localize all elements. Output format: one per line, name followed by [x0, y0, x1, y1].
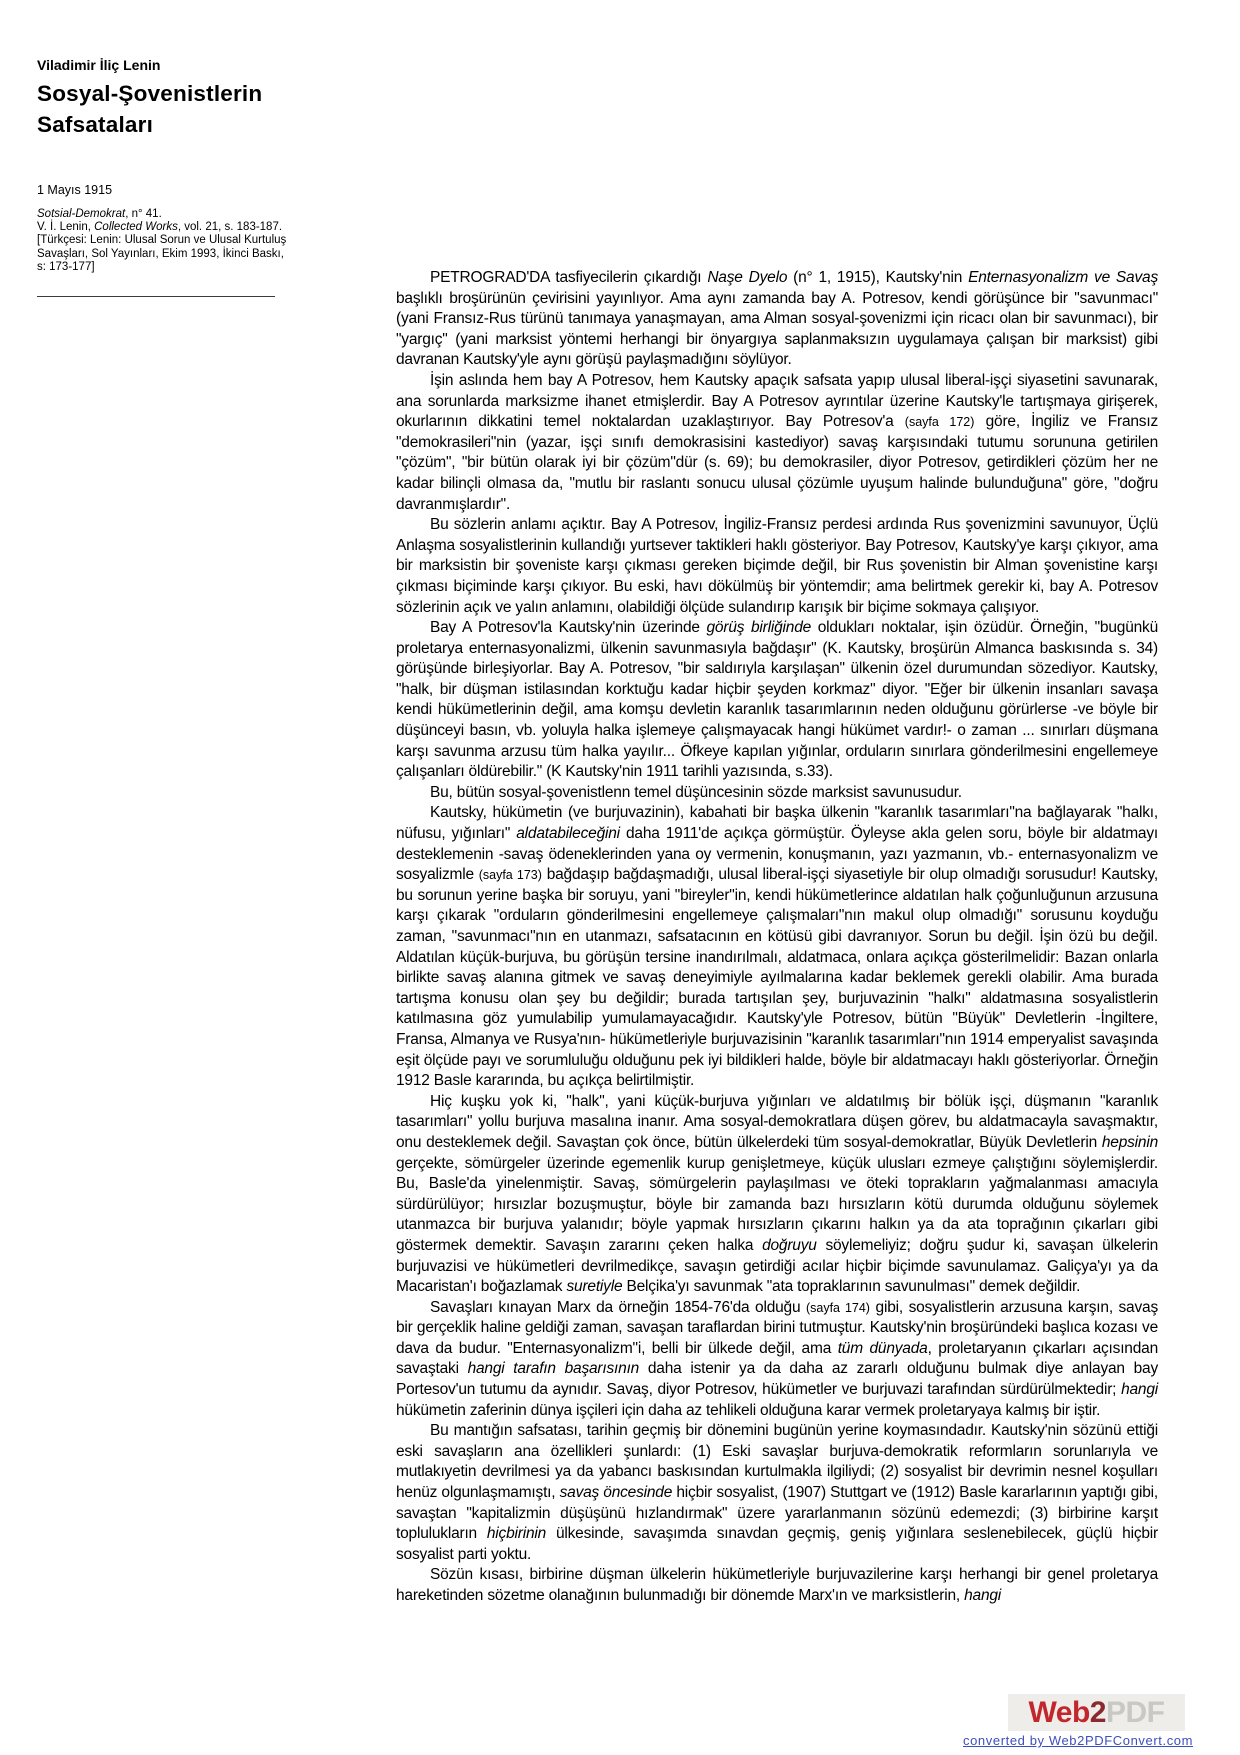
- citation-line: [Türkçesi: Lenin: Ulusal Sorun ve Ulusal Kurtuluş Savaşları, Sol Yayınları, Ekim 1993, İkinci Baskı, s: 173-177]: [37, 234, 287, 273]
- page-title: Sosyal-Şovenistlerin Safsataları: [37, 81, 263, 137]
- italic-text: hangi: [1121, 1381, 1158, 1399]
- italic-text: hangi tarafın başarısının: [467, 1360, 640, 1378]
- divider-line: [37, 296, 275, 297]
- italic-text: tüm dünyada: [837, 1339, 928, 1357]
- web2pdf-logo[interactable]: [1008, 1694, 1185, 1731]
- body-paragraph: İşin aslında hem bay A Potresov, hem Kautsky apaçık safsata yapıp ulusal liberal-işçi siyasetini savunarak, ana sorunlarda marksizme ihanet etmişlerdir. Bay A Potresov ayrıntılar üzerine Kautsky'le tartışmaya girişerek, okurlarının dikkatini temel noktalardan uzaklaştırıyor. Bay Potresov'a (sayfa 172) göre, İngiliz ve Fransız "demokrasileri"nin (yazar, işçi sınıfı demokrasisini kastediyor) savaş karşısındaki tutumu sorununa getirilen "çözüm", "bir bütün olarak iyi bir çözüm"dür (s. 69); bu demokrasiler, diyor Potresov, getirdikleri çözüm her ne kadar bilinçli olmasa da, "mutlu bir raslantı sonucu ulusal çözümle uyuşum halinde bulunduğuna" göre, "doğru davranmışlardır".: [396, 371, 1159, 513]
- italic-text: doğruyu: [762, 1236, 817, 1254]
- web2pdf-convert-link[interactable]: converted by Web2PDFConvert.com: [963, 1733, 1194, 1748]
- logo-text-2: 2: [1089, 1695, 1106, 1729]
- italic-text: hiçbirinin: [486, 1525, 547, 1543]
- italic-text: görüş birliğinde: [706, 619, 812, 637]
- source-citation: [37, 208, 289, 274]
- body-paragraph: PETROGRAD'DA tasfiyecilerin çıkardığı Naşe Dyelo (n° 1, 1915), Kautsky'nin Enternasyonalizm ve Savaş başlıklı broşürünün çevirisini yayınlıyor. Ama aynı zamanda bay A. Potresov, kendi görüşünce bir "savunmacı" (yani Fransız-Rus türünü tanımaya yanaşmayan, ama Alman sosyal-şovenizmi için ricacı olan bir savunmacı), bir "yargıç" (yani marksist yöntemi herhangi bir önyargıya saplanmaksızın uygulamaya çalışan bir marksist) gibi davranan Kautsky'yle aynı görüşü paylaşmadığını söylüyor.: [396, 269, 1159, 369]
- publication-date: 1 Mayıs 1915: [37, 183, 113, 197]
- body-paragraph: Sözün kısası, birbirine düşman ülkelerin hükümetleriyle burjuvazilerine karşı herhangi bir genel proletarya hareketinden sözetme olanağının bulunmadığı bir dönemde Marx'ın ve marksistlerin, hangi: [396, 1566, 1158, 1604]
- body-paragraph: Bu sözlerin anlamı açıktır. Bay A Potresov, İngiliz-Fransız perdesi ardında Rus şovenizmini savunuyor, Üçlü Anlaşma sosyalistlerinin kullandığı yurtsever taktikleri haklı gösteriyor. Bay Potresov, Kautsky'ye karşı çıkıyor, ama bir marksistin bir şoveniste karşı çıkması gereken biçimde değil, bir Rus şovenistin bir Alman şovenistine karşı çıkması biçiminde karşı çıkıyor. Bu eski, havı dökülmüş bir yöntemdir; ama belirtmek gerekir ki, bay A. Potresov sözlerinin açık ve yalın anlamını, olabildiği ölçüde sulandırıp karışık bir biçime sokmaya çalışıyor.: [396, 516, 1158, 616]
- italic-text: Sotsial-Demokrat: [37, 208, 126, 220]
- italic-text: aldatabileceğini: [516, 825, 620, 843]
- author-name: Viladimir İliç Lenin: [37, 57, 161, 73]
- italic-text: Collected Works: [94, 221, 178, 234]
- italic-text: hepsinin: [1101, 1133, 1158, 1151]
- logo-text-web: Web: [1028, 1695, 1090, 1729]
- italic-text: suretiyle: [566, 1278, 623, 1296]
- italic-text: hangi: [964, 1587, 1002, 1604]
- italic-text: savaş öncesinde: [559, 1484, 673, 1502]
- logo-text-pdf: PDF: [1105, 1695, 1165, 1729]
- body-paragraph: Kautsky, hükümetin (ve burjuvazinin), kabahati bir başka ülkenin "karanlık tasarımları"na bağlayarak "halkı, nüfusu, yığınları" aldatabileceğini daha 1911'de açıkça görmüştür. Öyleyse akla gelen soru, böyle bir aldatmayı desteklemenin -savaş ödeneklerinden yana oy vermenin, konuşmanın, yazı yazmanın, vb.- enternasyonalizm ve sosyalizmle (sayfa 173) bağdaşıp bağdaşmadığı, ulusal liberal-işçi siyasetiyle bir olup olmadığı sorusudur! Kautsky, bu sorunun yerine başka bir soruyu, yani "bireyler"in, kendi hükümetlerince aldatılan halk çoğunluğunun arzusuna karşı çıkarak "orduların gönderilmesini engellemeye çalışmaları"nın makul olup olmadığı" sorusunu koyduğu zaman, "savunmacı"nın en utanmazı, safsatacının en kötüsü gibi davranıyor. Sorun bu değil. İşin özü bu değil. Aldatılan küçük-burjuva, bu görüşün tersine inandırılmalı, aldatmaca, onlara açıkça gösterilmelidir: Bazan onlarla birlikte savaş alanına gitmek ve savaş deneyimiyle ayılmalarına kadar beklemek gerekli olabilir. Ama burada tartışma konusu olan şey bu değildir; burada tartışılan şey, burjuvazinin "halkı" aldatmasına sosyalistlerin katılmasına göz yumulabilip yumulamayacağıdır. Kautsky'yle Potresov, bütün "Büyük" Devletlerin -İngiltere, Fransa, Almanya ve Rusya'nın- hükümetleriyle burjuvazisinin "karanlık tasarımları"nın 1914 emperyalist savaşında eşit ölçüde payı ve sorumluluğu olduğunu pek iyi bildikleri halde, böyle bir aldatmacayı haklı gösteriyorlar. Örneğin 1912 Basle kararında, bu açıkça belirtilmiştir.: [396, 804, 1159, 1090]
- body-paragraph: Bu, bütün sosyal-şovenistlenn temel düşüncesinin sözde marksist savunusudur.: [430, 783, 962, 801]
- citation-line: Sotsial-Demokrat, n° 41.: [37, 208, 162, 220]
- small-text: (sayfa 172): [904, 415, 975, 430]
- small-text: (sayfa 173): [478, 868, 542, 883]
- small-text: (sayfa 174): [805, 1300, 870, 1315]
- body-paragraph: Savaşları kınayan Marx da örneğin 1854-76'da olduğu (sayfa 174) gibi, sosyalistlerin arzusuna karşın, savaş bir gerçeklik haline geldiği zaman, savaşan taraflardan birini tutmuştur. Kautsky'nin broşüründeki başlıca kozası ve dava da budur. "Enternasyonalizm"i, belli bir ülkede değil, ama tüm dünyada, proletaryanın çıkarları açısından savaştaki hangi tarafın başarısının daha istenir ya da daha az zararlı olduğunu bulmak diye anlayan bay Portesov'un tutumu da aynıdır. Savaş, diyor Potresov, hükümetler ve burjuvazi tarafından sürdürülmektedir; hangi hükümetin zaferinin dünya işçileri için daha az tehlikeli olduğuna karar vermek proletaryaya kalmış bir iştir.: [396, 1298, 1158, 1419]
- article-body: [396, 268, 1158, 1607]
- body-paragraph: Bay A Potresov'la Kautsky'nin üzerinde görüş birliğinde oldukları noktalar, işin özüdür. Örneğin, "bugünkü proletarya enternasyonalizmi, ülkenin savunmasıyla bağdaşır" (K. Kautsky, broşürün Almanca baskısında s. 34) görüşünde birleşiyorlar. Bay A. Potresov, "bir saldırıyla karşılaşan" ülkenin özel durumundan sözediyor. Kautsky, "halk, bir düşman istilasından korktuğu kadar hiçbir şeyden korkmaz" diyor. "Eğer bir ülkenin insanları savaşa kendi hükümetlerinin değil, ama komşu devletin karanlık tasarımlarının neden olduğunu görürlerse -ve böyle bir düşünceyi basın, vb. yoluyla halka işlemeye çalışmayacak hangi hükümet vardır!- o zaman ... sınırları düşmana karşı savunma arzusu tüm halka yayılır... Öfkeye kapılan yığınlar, orduların sınırlara gönderilmesini engellemeye çalışanları öldürebilir." (K Kautsky'nin 1911 tarihli yazısında, s.33).: [396, 619, 1159, 781]
- body-paragraph: Bu mantığın safsatası, tarihin geçmiş bir dönemini bugünün yerine koymasındadır. Kautsky'nin sözünü ettiği eski savaşların ana özellikleri şunlardı: (1) Eski savaşlar burjuva-demokratik reformların sorunlarıyla ve mutlakıyetin devrilmesi ya da yabancı baskısından kurtulmakla ilgiliydi; (2) sosyalist bir devrimin nesnel koşulları henüz olgunlaşmamıştı, savaş öncesinde hiçbir sosyalist, (1907) Stuttgart ve (1912) Basle kararlarının yaptığı gibi, savaştan "kapitalizmin düşüşünü hızlandırmak" üzere yararlanmanın sözünü edemezdi; (3) birbirine karşıt toplulukların hiçbirinin ülkesinde, savaşımda sınavdan geçmiş, geniş yığınlara seslenebilecek, güçlü hiçbir sosyalist parti yoktu.: [396, 1422, 1158, 1563]
- italic-text: Enternasyonalizm ve Savaş: [968, 269, 1159, 286]
- body-paragraph: Hiç kuşku yok ki, "halk", yani küçük-burjuva yığınları ve aldatılmış bir bölük işçi, düşmanın "karanlık tasarımları" yollu burjuva masalına inanır. Ama sosyal-demokratlara düşen görev, bu aldatmacayla savaşmaktır, onu desteklemek değil. Savaştan çok önce, bütün ülkelerdeki tüm sosyal-demokratlar, Büyük Devletlerin hepsinin gerçekte, sömürgeler üzerinde egemenlik kurup genişletmeye, küçük ulusları ezmeye çalıştığını söylemişlerdir. Bu, Basle'da yinelenmiştir. Savaş, sömürgelerin paylaşılması ve öteki toprakların yağmalanması amacıyla sürdürülüyor; hırsızlar bozuşmuştur, böyle bir zamanda bazı hırsızların kötü durumda olduğunu söylemek utanmazca bir burjuva yalanıdır; böyle yapmak hırsızların çıkarını halkın ya da ata toprağının çıkarları gibi göstermek demektir. Savaşın zararını çeken halka doğruyu söylemeliyiz; doğru şudur ki, savaşan ülkelerin burjuvazisi ve hükümetleri devrilmedikçe, savaşın getirdiği acılar hiçbir biçimde savunulamaz. Galiçya'yı ya da Macaristan'ı boğazlamak suretiyle Belçika'yı savunmak "ata topraklarının savunulması" demek değildir.: [396, 1092, 1158, 1296]
- italic-text: Naşe Dyelo: [707, 269, 788, 286]
- citation-line: V. İ. Lenin, Collected Works, vol. 21, s. 183-187.: [37, 221, 283, 234]
